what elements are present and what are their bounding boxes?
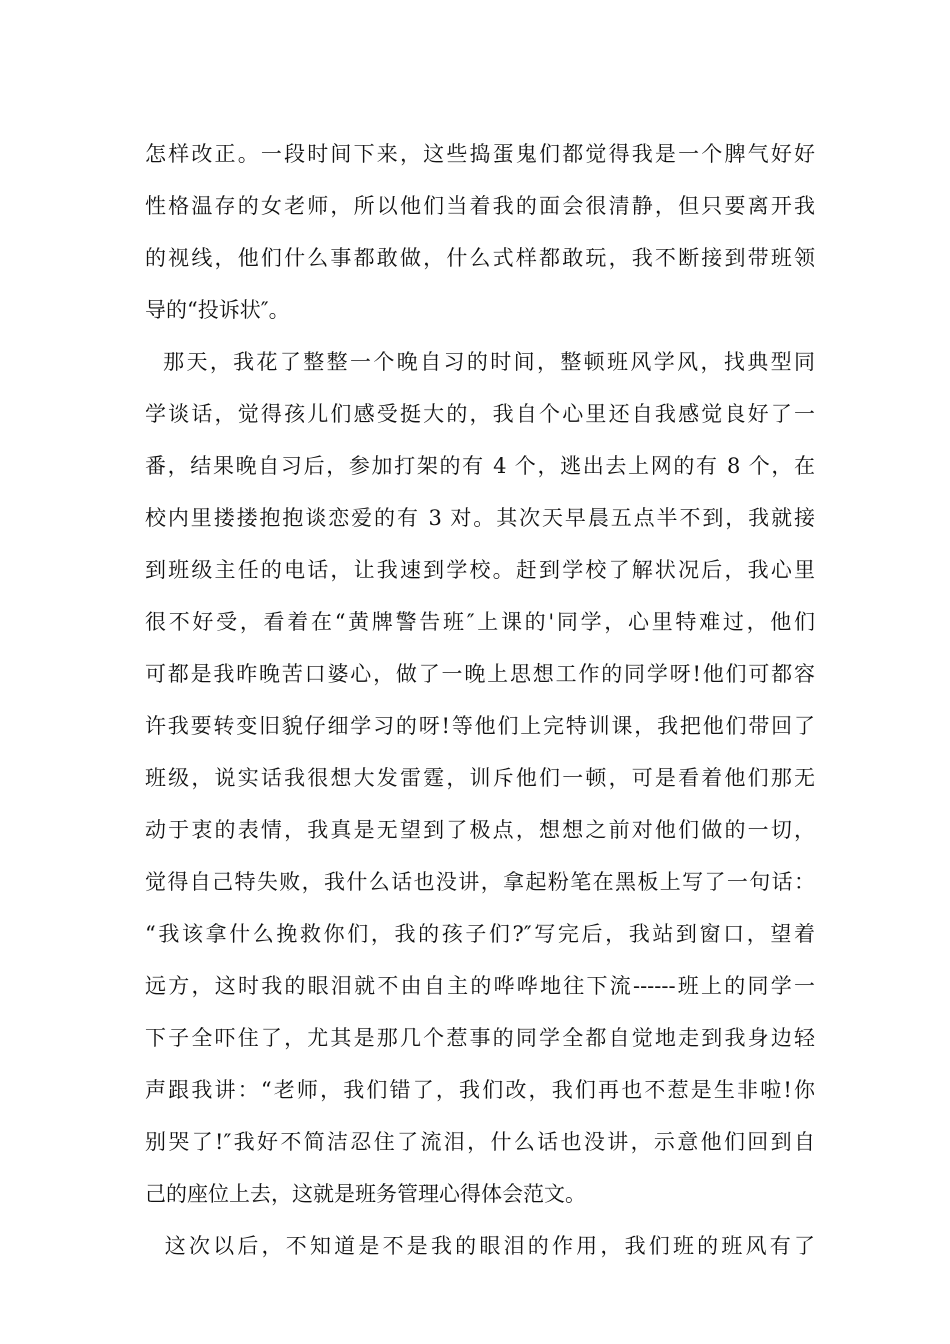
text-line: 怎样改正。一段时间下来，这些捣蛋鬼们都觉得我是一个脾气好好: [145, 142, 815, 166]
text-line: 学谈话，觉得孩儿们感受挺大的，我自个心里还自我感觉良好了一: [145, 402, 815, 426]
text-line: 许我要转变旧貌仔细学习的呀!等他们上完特训课，我把他们带回了: [145, 714, 815, 738]
text-line: “我该拿什么挽救你们，我的孩子们?″写完后，我站到窗口，望着: [145, 922, 815, 946]
paragraph-start-line: 那天，我花了整整一个晚自习的时间，整顿班风学风，找典型同: [145, 350, 815, 374]
text-line: 己的座位上去，这就是班务管理心得体会范文。: [145, 1182, 586, 1206]
text-line: 校内里搂搂抱抱谈恋爱的有 3 对。其次天早晨五点半不到，我就接: [145, 506, 815, 530]
text-line: 声跟我讲：“老师，我们错了，我们改，我们再也不惹是生非啦!你: [145, 1078, 815, 1102]
text-line: 远方，这时我的眼泪就不由自主的哗哗地往下流------班上的同学一: [145, 974, 815, 998]
text-line: 觉得自己特失败，我什么话也没讲，拿起粉笔在黑板上写了一句话：: [145, 870, 815, 894]
text-line: 可都是我昨晚苦口婆心，做了一晚上思想工作的同学呀!他们可都容: [145, 662, 815, 686]
document-body: [145, 128, 815, 1272]
text-line: 性格温存的女老师，所以他们当着我的面会很清静，但只要离开我: [145, 194, 815, 218]
text-line: 动于衷的表情，我真是无望到了极点，想想之前对他们做的一切，: [145, 818, 815, 842]
text-line: 班级，说实话我很想大发雷霆，训斥他们一顿，可是看着他们那无: [145, 766, 815, 790]
text-line: 很不好受，看着在“黄牌警告班″上课的'同学，心里特难过，他们: [145, 610, 815, 634]
text-line: 别哭了!″我好不简洁忍住了流泪，什么话也没讲，示意他们回到自: [145, 1130, 815, 1154]
paragraph-start-line: 这次以后，不知道是不是我的眼泪的作用，我们班的班风有了: [145, 1234, 815, 1258]
text-line: 导的“投诉状″。: [145, 298, 290, 322]
text-line: 番，结果晚自习后，参加打架的有 4 个，逃出去上网的有 8 个，在: [145, 454, 815, 478]
text-line: 到班级主任的电话，让我速到学校。赶到学校了解状况后，我心里: [145, 558, 815, 582]
text-line: 的视线，他们什么事都敢做，什么式样都敢玩，我不断接到带班领: [145, 246, 815, 270]
text-line: 下子全吓住了，尤其是那几个惹事的同学全都自觉地走到我身边轻: [145, 1026, 815, 1050]
